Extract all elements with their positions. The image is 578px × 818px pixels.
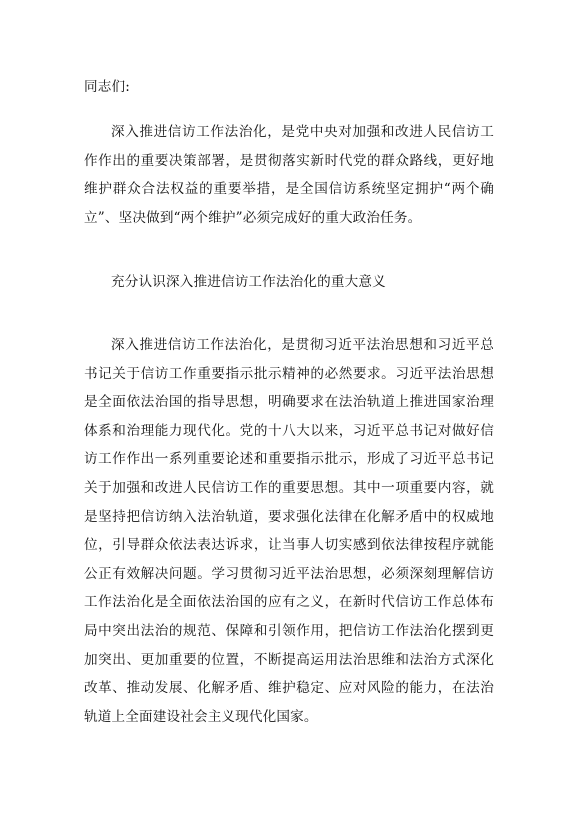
section-paragraph: 深入推进信访工作法治化，是贯彻习近平法治思想和习近平总书记关于信访工作重要指示批示精神的必然要求。习近平法治思想是全面依法治国的指导思想，明确要求在法治轨道上推进国家治理体系和治理能力现代化。党的十八大以来，习近平总书记对做好信访工作作出一系列重要论述和重要指示批示，形成了习近平总书记关于加强和改进人民信访工作的重要思想。其中一项重要内容，就是坚持把信访纳入法治轨道，要求强化法律在化解矛盾中的权威地位，引导群众依法表达诉求，让当事人切实感到依法律按程序就能公正有效解决问题。学习贯彻习近平法治思想，必须深刻理解信访工作法治化是全面依法治国的应有之义，在新时代信访工作总体布局中突出法治的规范、保障和引领作用，把信访工作法治化摆到更加突出、更加重要的位置，不断提高运用法治思维和法治方式深化改革、推动发展、化解矛盾、维护稳定、应对风险的能力，在法治轨道上全面建设社会主义现代化国家。 [84,337,494,725]
intro-paragraph: 深入推进信访工作法治化，是党中央对加强和改进人民信访工作作出的重要决策部署，是贯彻落实新时代党的群众路线，更好地维护群众合法权益的重要举措，是全国信访系统坚定拥护“两个确立”、坚决做到“两个维护”必须完成好的重大政治任务。 [84,124,494,226]
salutation: 同志们: [84,79,130,95]
section-heading: 充分认识深入推进信访工作法治化的重大意义 [111,274,386,290]
